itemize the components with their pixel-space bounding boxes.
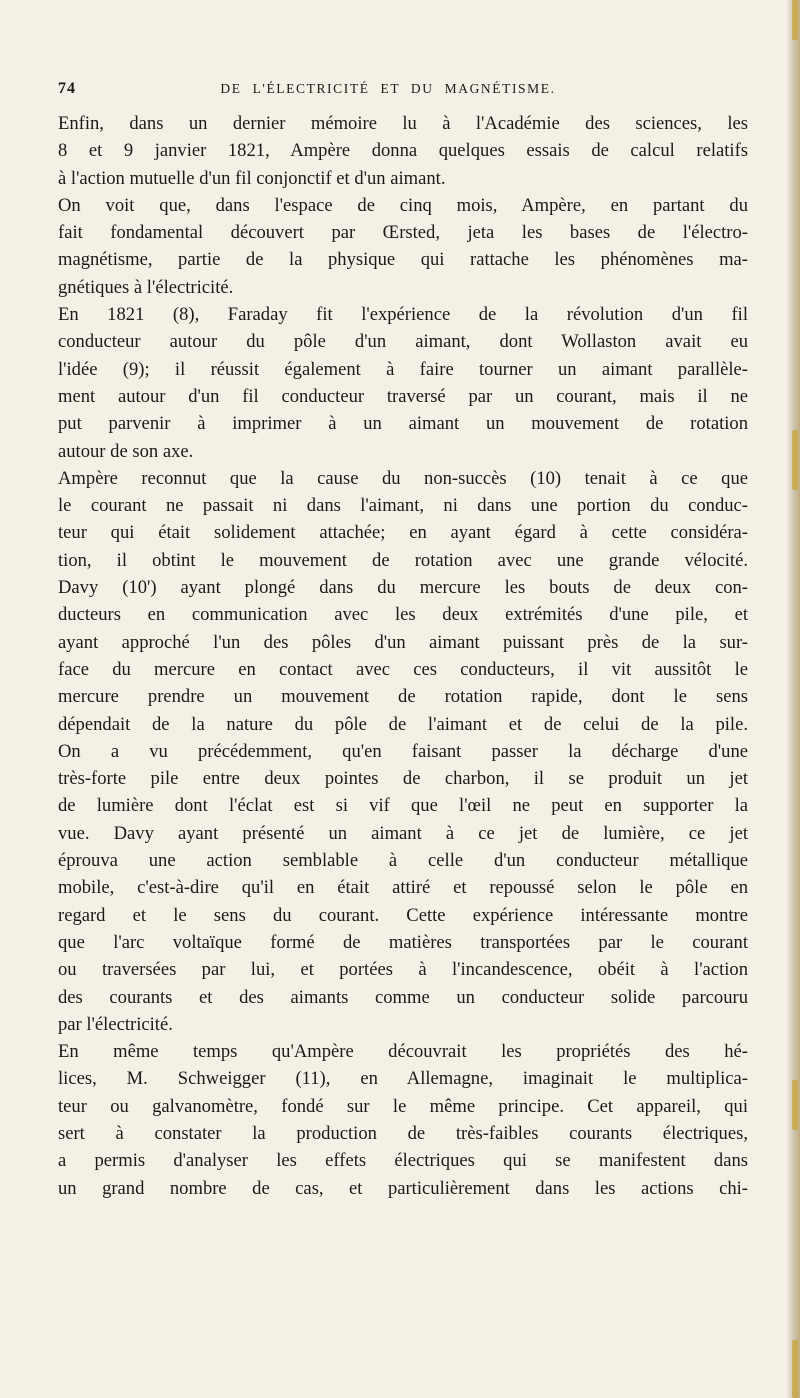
text-line: face du mercure en contact avec ces conducteurs, il vit aussitôt le [58,658,748,680]
text-line: l'idée (9); il réussit également à faire tourner un aimant parallèle- [58,358,748,380]
text-line: On voit que, dans l'espace de cinq mois, Ampère, en partant du [58,194,748,216]
text-line: conducteur autour du pôle d'un aimant, dont Wollaston avait eu [58,331,748,353]
text-line: ou traversées par lui, et portées à l'incandescence, obéit à l'action [58,959,748,981]
page-number: 74 [58,80,76,97]
running-title: DE L'ÉLECTRICITÉ ET DU MAGNÉTISME. [220,81,556,96]
text-line: a permis d'analyser les effets électriques qui se manifestent dans [58,1150,748,1172]
text-line: ayant approché l'un des pôles d'un aimant puissant près de la sur- [58,631,748,653]
text-line: ducteurs en communication avec les deux extrémités d'une pile, et [58,604,748,626]
text-line: gnétiques à l'électricité. [58,276,234,298]
page-edge-shadow [786,0,800,1398]
page-edge-mark [792,1340,798,1398]
text-line: autour de son axe. [58,440,194,462]
text-line: teur qui était solidement attachée; en ayant égard à cette considéra- [58,522,748,544]
text-line: 8 et 9 janvier 1821, Ampère donna quelques essais de calcul relatifs [58,140,748,162]
text-line: En même temps qu'Ampère découvrait les propriétés des hé- [58,1041,748,1063]
text-line: ment autour d'un fil conducteur traversé par un courant, mais il ne [58,385,748,407]
text-line: lices, M. Schweigger (11), en Allemagne, imaginait le multiplica- [58,1068,748,1090]
text-line: put parvenir à imprimer à un aimant un mouvement de rotation [58,413,748,435]
text-line: tion, il obtint le mouvement de rotation avec une grande vélocité. [58,549,748,571]
text-line: mercure prendre un mouvement de rotation rapide, dont le sens [58,686,748,708]
text-line: Enfin, dans un dernier mémoire lu à l'Académie des sciences, les [58,113,748,134]
text-line: éprouva une action semblable à celle d'un conducteur métallique [58,850,748,872]
text-line: regard et le sens du courant. Cette expérience intéressante montre [58,904,748,926]
page-edge-mark [792,430,798,490]
text-line: des courants et des aimants comme un conducteur solide parcouru [58,986,748,1008]
text-line: dépendait de la nature du pôle de l'aimant et de celui de la pile. [58,713,748,735]
text-line: Davy (10') ayant plongé dans du mercure les bouts de deux con- [58,577,748,599]
text-line: fait fondamental découvert par Œrsted, jeta les bases de l'électro- [58,222,748,244]
text-line: Ampère reconnut que la cause du non-succès (10) tenait à ce que [58,467,748,489]
text-line: très-forte pile entre deux pointes de charbon, il se produit un jet [58,768,748,790]
text-line: magnétisme, partie de la physique qui rattache les phénomènes ma- [58,249,748,271]
text-line: un grand nombre de cas, et particulièrement dans les actions chi- [58,1177,748,1199]
text-line: sert à constater la production de très-faibles courants électriques, [58,1122,748,1144]
page-edge-mark [792,0,798,40]
page-header [58,80,748,102]
text-line: par l'électricité. [58,1013,173,1035]
text-line: le courant ne passait ni dans l'aimant, ni dans une portion du conduc- [58,495,748,517]
text-line: vue. Davy ayant présenté un aimant à ce jet de lumière, ce jet [58,822,748,844]
text-line: que l'arc voltaïque formé de matières transportées par le courant [58,931,748,953]
text-line: de lumière dont l'éclat est si vif que l'œil ne peut en supporter la [58,795,748,817]
text-line: mobile, c'est-à-dire qu'il en était attiré et repoussé selon le pôle en [58,877,748,899]
text-line: En 1821 (8), Faraday fit l'expérience de la révolution d'un fil [58,304,748,326]
text-line: à l'action mutuelle d'un fil conjonctif et d'un aimant. [58,167,446,189]
text-line: teur ou galvanomètre, fondé sur le même principe. Cet appareil, qui [58,1095,748,1117]
text-line: On a vu précédemment, qu'en faisant passer la décharge d'une [58,740,748,762]
page-edge-mark [792,1080,798,1130]
body-text [58,110,748,1202]
